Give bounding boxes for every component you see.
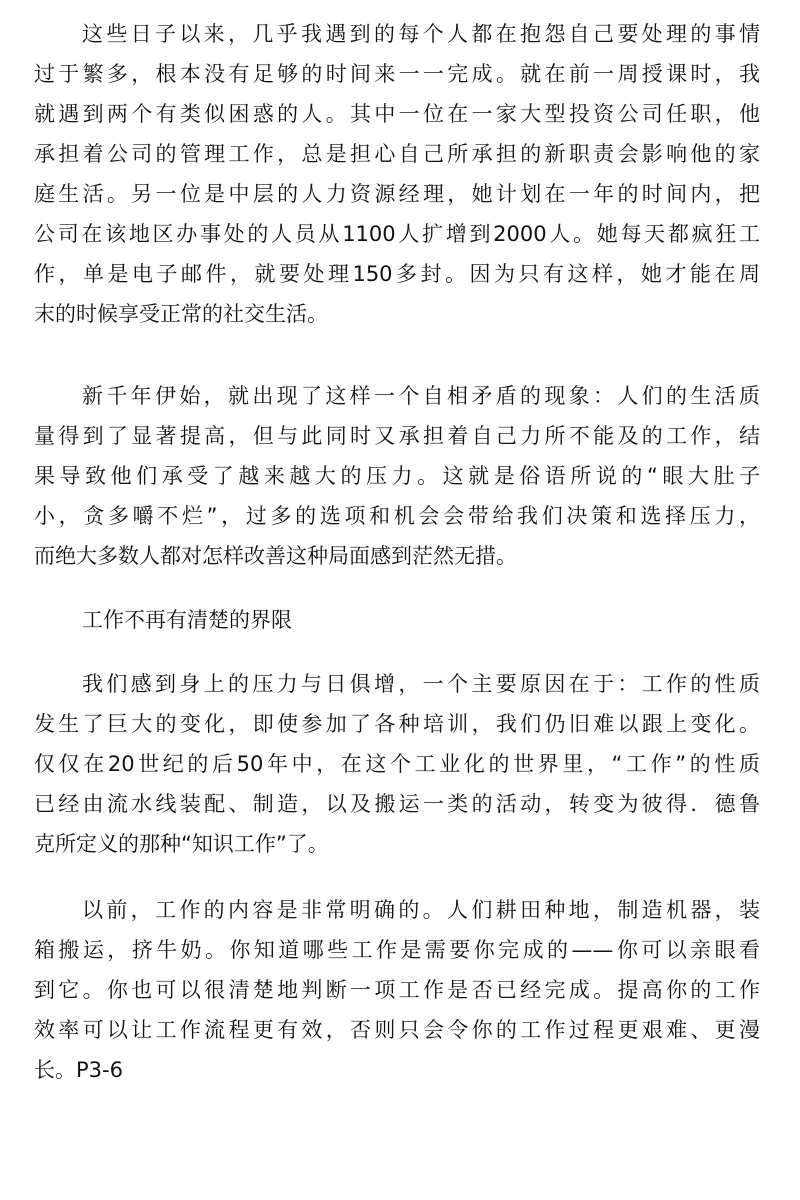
text-line: 以前，工作的内容是非常明确的。人们耕田种地，制造机器，装 [82, 898, 760, 922]
text-line: 我们感到身上的压力与日俱增，一个主要原因在于：工作的性质 [82, 672, 760, 696]
text-line: 末的时候享受正常的社交生活。 [34, 302, 328, 326]
paragraph-new-millennium [34, 376, 760, 576]
text-line: 过于繁多，根本没有足够的时间来一一完成。就在前一周授课时，我 [34, 62, 760, 86]
text-line: 到它。你也可以很清楚地判断一项工作是否已经完成。提高你的工作 [34, 978, 760, 1002]
text-line: 克所定义的那种“知识工作”了。 [34, 832, 329, 856]
text-line: 发生了巨大的变化，即使参加了各种培训，我们仍旧难以跟上变化。 [34, 712, 760, 736]
text-line: 效率可以让工作流程更有效，否则只会令你的工作过程更艰难、更漫 [34, 1018, 760, 1042]
paragraph-busy-people [34, 14, 760, 334]
text-line: 已经由流水线装配、制造，以及搬运一类的活动，转变为彼得．德鲁 [34, 792, 760, 816]
text-line: 而绝大多数人都对怎样改善这种局面感到茫然无措。 [34, 544, 517, 568]
section-heading-text: 工作不再有清楚的界限 [82, 608, 292, 632]
text-line: 这些日子以来，几乎我遇到的每个人都在抱怨自己要处理的事情 [82, 22, 760, 46]
text-line: 公司在该地区办事处的人员从1100人扩增到2000人。她每天都疯狂工 [34, 222, 760, 246]
text-line: 仅仅在20世纪的后50年中，在这个工业化的世界里，“工作”的性质 [34, 752, 760, 776]
paragraph-past-work [34, 890, 760, 1090]
text-line: 长。P3-6 [34, 1058, 123, 1082]
text-line: 作，单是电子邮件，就要处理150多封。因为只有这样，她才能在周 [34, 262, 760, 286]
text-line: 庭生活。另一位是中层的人力资源经理，她计划在一年的时间内，把 [34, 182, 760, 206]
text-line: 承担着公司的管理工作，总是担心自己所承担的新职责会影响他的家 [34, 142, 760, 166]
text-line: 箱搬运，挤牛奶。你知道哪些工作是需要你完成的——你可以亲眼看 [34, 938, 760, 962]
text-line: 小，贪多嚼不烂”，过多的选项和机会会带给我们决策和选择压力， [34, 504, 760, 528]
text-line: 新千年伊始，就出现了这样一个自相矛盾的现象：人们的生活质 [82, 384, 760, 408]
text-line: 就遇到两个有类似困惑的人。其中一位在一家大型投资公司任职，他 [34, 102, 760, 126]
paragraph-work-changed [34, 664, 760, 864]
text-line: 量得到了显著提高，但与此同时又承担着自己力所不能及的工作，结 [34, 424, 760, 448]
text-line: 果导致他们承受了越来越大的压力。这就是俗语所说的“眼大肚子 [34, 464, 760, 488]
section-heading [34, 600, 760, 640]
